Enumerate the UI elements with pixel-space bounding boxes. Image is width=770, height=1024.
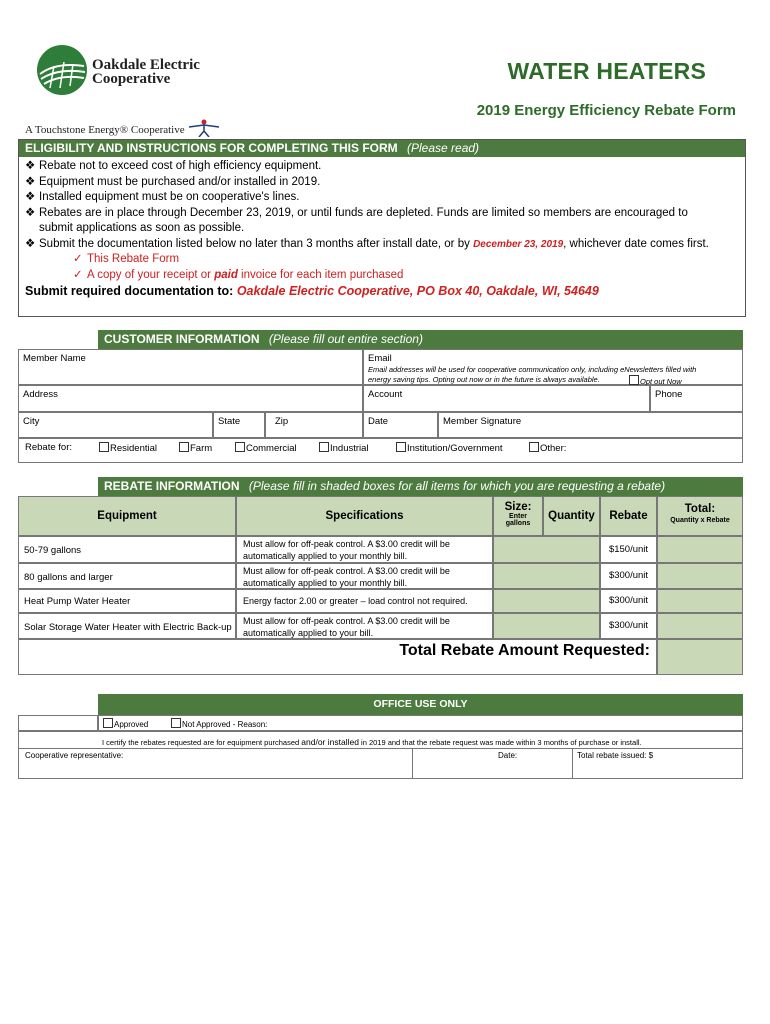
- total-input[interactable]: [657, 536, 743, 563]
- spec-cell: Energy factor 2.00 or greater – load control not required.: [236, 589, 493, 613]
- col-size: Size: Enter gallons: [493, 496, 543, 536]
- checkbox-icon: [629, 375, 639, 385]
- total-issued-field[interactable]: Total rebate issued: $: [573, 748, 742, 779]
- logo: [36, 44, 216, 96]
- office-header: OFFICE USE ONLY: [98, 694, 743, 715]
- rebate-for-row: [18, 438, 743, 463]
- rebate-section: [18, 477, 743, 675]
- eligibility-section: [18, 139, 746, 317]
- col-total: Total: Quantity x Rebate: [657, 496, 743, 536]
- approval-row: [98, 715, 743, 731]
- checkbox-icon: [171, 718, 181, 728]
- option-institution[interactable]: Institution/Government: [396, 442, 503, 454]
- total-input[interactable]: [657, 613, 743, 639]
- checkbox-icon: [103, 718, 113, 728]
- logo-line1: Oakdale Electric: [92, 57, 200, 73]
- table-row: Solar Storage Water Heater with Electric Back-up: [18, 613, 236, 639]
- table-row: 50-79 gallons: [18, 536, 236, 563]
- eligibility-note: (Please read): [407, 141, 480, 155]
- touchstone-tagline: [25, 119, 221, 137]
- grand-total-input[interactable]: [657, 639, 743, 675]
- form-subtitle: 2019 Energy Efficiency Rebate Form: [476, 102, 736, 119]
- checkbox-icon: [179, 442, 189, 452]
- diamond-bullet-icon: ❖: [25, 175, 36, 188]
- total-input[interactable]: [657, 563, 743, 589]
- rebate-note: (Please fill in shaded boxes for all items for which you are requesting a rebate): [248, 479, 666, 493]
- logo-line2: Cooperative: [92, 71, 171, 87]
- customer-title: CUSTOMER INFORMATION: [104, 332, 260, 346]
- size-qty-input[interactable]: [493, 536, 600, 563]
- col-rebate: Rebate: [600, 496, 657, 536]
- bullet-continuation: submit applications as soon as possible.: [39, 222, 245, 234]
- submit-to-line: Submit required documentation to: Oakdale Electric Cooperative, PO Box 40, Oakdale, WI, 54649: [25, 284, 599, 298]
- certify-text: I certify the rebates requested are for equipment purchased and/or installed in 2019 and that the rebate request was made within 3 months of purchase or install.: [102, 737, 642, 747]
- rebate-amount: $150/unit: [600, 536, 657, 563]
- office-section: [18, 694, 743, 779]
- total-input[interactable]: [657, 589, 743, 613]
- checklist-item: ✓ A copy of your receipt or paid invoice for each item purchased: [25, 268, 745, 284]
- account-field[interactable]: Account: [363, 385, 650, 412]
- bullet-item: ❖ Equipment must be purchased and/or installed in 2019.: [25, 175, 745, 191]
- option-other[interactable]: Other:: [529, 442, 566, 454]
- oakdale-logo-icon: [36, 44, 88, 96]
- rebate-amount: $300/unit: [600, 563, 657, 589]
- diamond-bullet-icon: ❖: [25, 191, 36, 203]
- bullet-item: ❖ Rebates are in place through December 23, 2019, or until funds are depleted. Funds are limited so members are encouraged to: [25, 206, 745, 222]
- option-residential[interactable]: Residential: [99, 442, 157, 454]
- touchstone-figure-icon: [187, 119, 221, 137]
- eligibility-title: ELIGIBILITY AND INSTRUCTIONS FOR COMPLETING THIS FORM: [25, 141, 398, 155]
- bullet-item: ❖ Rebate not to exceed cost of high efficiency equipment.: [25, 159, 745, 175]
- spec-cell: Must allow for off-peak control. A $3.00 credit will be automatically applied to your monthly bill.: [236, 563, 493, 589]
- phone-field[interactable]: Phone: [650, 385, 743, 412]
- rebate-title: REBATE INFORMATION: [104, 479, 240, 493]
- date-field[interactable]: Date: [363, 412, 438, 438]
- checkmark-icon: ✓: [73, 268, 83, 281]
- deadline-date: December 23, 2019: [473, 238, 564, 250]
- certification-block: [18, 731, 743, 779]
- checkbox-icon: [235, 442, 245, 452]
- checklist-item: ✓ This Rebate Form: [25, 252, 745, 268]
- bullet-item: ❖ Installed equipment must be on cooperative's lines.: [25, 190, 745, 206]
- not-approved-checkbox[interactable]: Not Approved - Reason:: [171, 718, 267, 729]
- col-quantity: Quantity: [543, 496, 600, 536]
- eligibility-header: [19, 140, 745, 157]
- option-industrial[interactable]: Industrial: [319, 442, 369, 454]
- address-field[interactable]: Address: [18, 385, 363, 412]
- member-name-field[interactable]: Member Name: [18, 349, 363, 385]
- size-qty-input[interactable]: [493, 613, 600, 639]
- option-farm[interactable]: Farm: [179, 442, 212, 454]
- customer-section: [18, 330, 743, 463]
- office-blank-cell: [18, 715, 98, 731]
- rebate-amount: $300/unit: [600, 589, 657, 613]
- rebate-for-label: Rebate for:: [25, 442, 72, 453]
- rebate-amount: $300/unit: [600, 613, 657, 639]
- office-date-field[interactable]: Date:: [413, 748, 573, 779]
- table-row: Heat Pump Water Heater: [18, 589, 236, 613]
- total-label-cell: [18, 639, 657, 675]
- zip-field[interactable]: Zip: [265, 412, 363, 438]
- checkbox-icon: [319, 442, 329, 452]
- touchstone-text: A Touchstone Energy® Cooperative: [25, 124, 185, 136]
- diamond-bullet-icon: ❖: [25, 160, 36, 172]
- table-row: 80 gallons and larger: [18, 563, 236, 589]
- size-qty-input[interactable]: [493, 563, 600, 589]
- checkbox-icon: [99, 442, 109, 452]
- approved-checkbox[interactable]: Approved: [103, 718, 148, 729]
- coop-rep-field[interactable]: Cooperative representative:: [19, 748, 413, 779]
- bullet-item: ❖ Submit the documentation listed below no later than 3 months after install date, or by December 23, 2019, whichever date comes first.: [25, 237, 745, 253]
- total-label: Total Rebate Amount Requested:: [399, 642, 650, 659]
- customer-note: (Please fill out entire section): [268, 332, 423, 346]
- state-field[interactable]: State: [213, 412, 265, 438]
- spec-cell: Must allow for off-peak control. A $3.00 credit will be automatically applied to your monthly bill.: [236, 536, 493, 563]
- checkbox-icon: [396, 442, 406, 452]
- signature-field[interactable]: Member Signature: [438, 412, 743, 438]
- rebate-header: [98, 477, 743, 496]
- size-qty-input[interactable]: [493, 589, 600, 613]
- email-field[interactable]: Email Email addresses will be used for cooperative communication only, including eNewsletters filled with energy saving tips. Opting out now or in the future is always available. Opt out Now: [363, 349, 743, 385]
- checkmark-icon: ✓: [73, 253, 83, 265]
- col-equipment: Equipment: [18, 496, 236, 536]
- col-specifications: Specifications: [236, 496, 493, 536]
- page-title: WATER HEATERS: [507, 58, 706, 84]
- checkbox-icon: [529, 442, 539, 452]
- customer-header: [98, 330, 743, 349]
- city-field[interactable]: City: [18, 412, 213, 438]
- option-commercial[interactable]: Commercial: [235, 442, 297, 454]
- spec-cell: Must allow for off-peak control. A $3.00 credit will be automatically applied to your bill.: [236, 613, 493, 639]
- opt-out-checkbox[interactable]: Opt out Now: [629, 375, 682, 386]
- diamond-bullet-icon: ❖: [25, 206, 36, 219]
- diamond-bullet-icon: ❖: [25, 237, 36, 250]
